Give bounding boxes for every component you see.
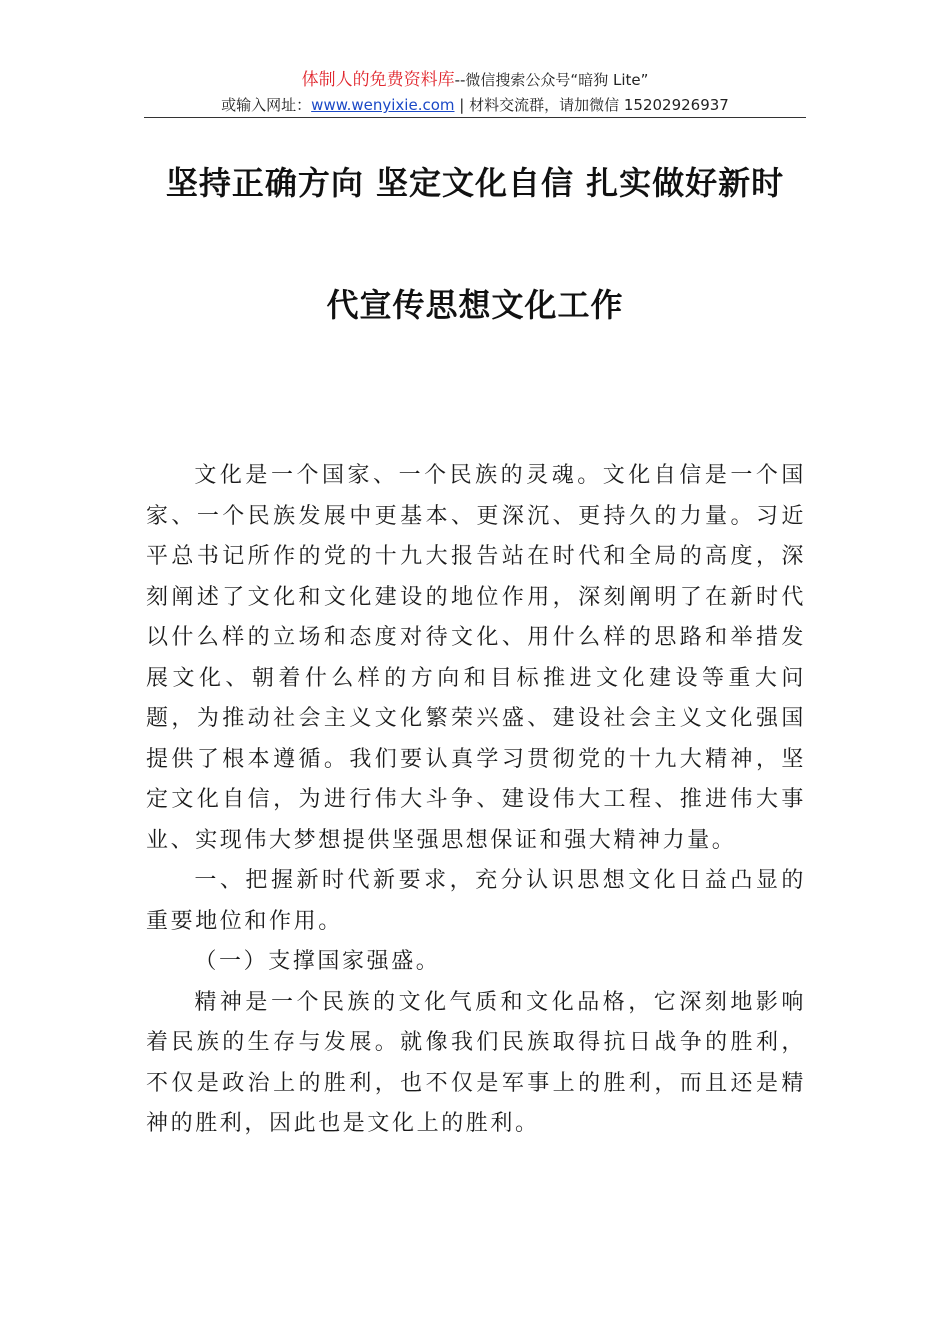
paragraph-spirit: 精神是一个民族的文化气质和文化品格，它深刻地影响着民族的生存与发展。就像我们民族取得抗日战争的胜利，不仅是政治上的胜利，也不仅是军事上的胜利，而且还是精神的胜利，因此也是文化上的胜利。: [146, 989, 806, 1136]
website-link[interactable]: www.wenyixie.com: [311, 96, 455, 114]
contact-info: | 材料交流群，请加微信 15202926937: [454, 96, 729, 114]
url-prefix: 或输入网址：: [221, 96, 312, 114]
document-title-line-2: 代宣传思想文化工作: [326, 286, 624, 324]
paragraph-intro: 文化是一个国家、一个民族的灵魂。文化自信是一个国家、一个民族发展中更基本、更深沉、更持久的力量。习近平总书记所作的党的十九大报告站在时代和全局的高度，深刻阐述了文化和文化建设的地位作用，深刻阐明了在新时代以什么样的立场和态度对待文化、用什么样的思路和举措发展文化、朝着什么样的方向和目标推进文化建设等重大问题，为推动社会主义文化繁荣兴盛、建设社会主义文化强国提供了根本遵循。我们要认真学习贯彻党的十九大精神，坚定文化自信，为进行伟大斗争、建设伟大工程、推进伟大事业、实现伟大梦想提供坚强思想保证和强大精神力量。: [146, 463, 806, 853]
page-header: [144, 68, 806, 117]
header-line-brand: [144, 68, 806, 92]
subsection-heading-1: （一）支撑国家强盛。: [194, 949, 441, 974]
document-body: [146, 456, 806, 1145]
section-heading-1: 一、把握新时代新要求，充分认识思想文化日益凸显的重要地位和作用。: [146, 868, 806, 934]
document-title-line-1: 坚持正确方向 坚定文化自信 扎实做好新时: [165, 164, 785, 202]
header-divider: [144, 117, 806, 118]
header-line-contact: [144, 94, 806, 117]
wechat-note: --微信搜索公众号“暗狗 Lite”: [454, 71, 649, 89]
brand-name: 体制人的免费资料库: [301, 70, 455, 90]
